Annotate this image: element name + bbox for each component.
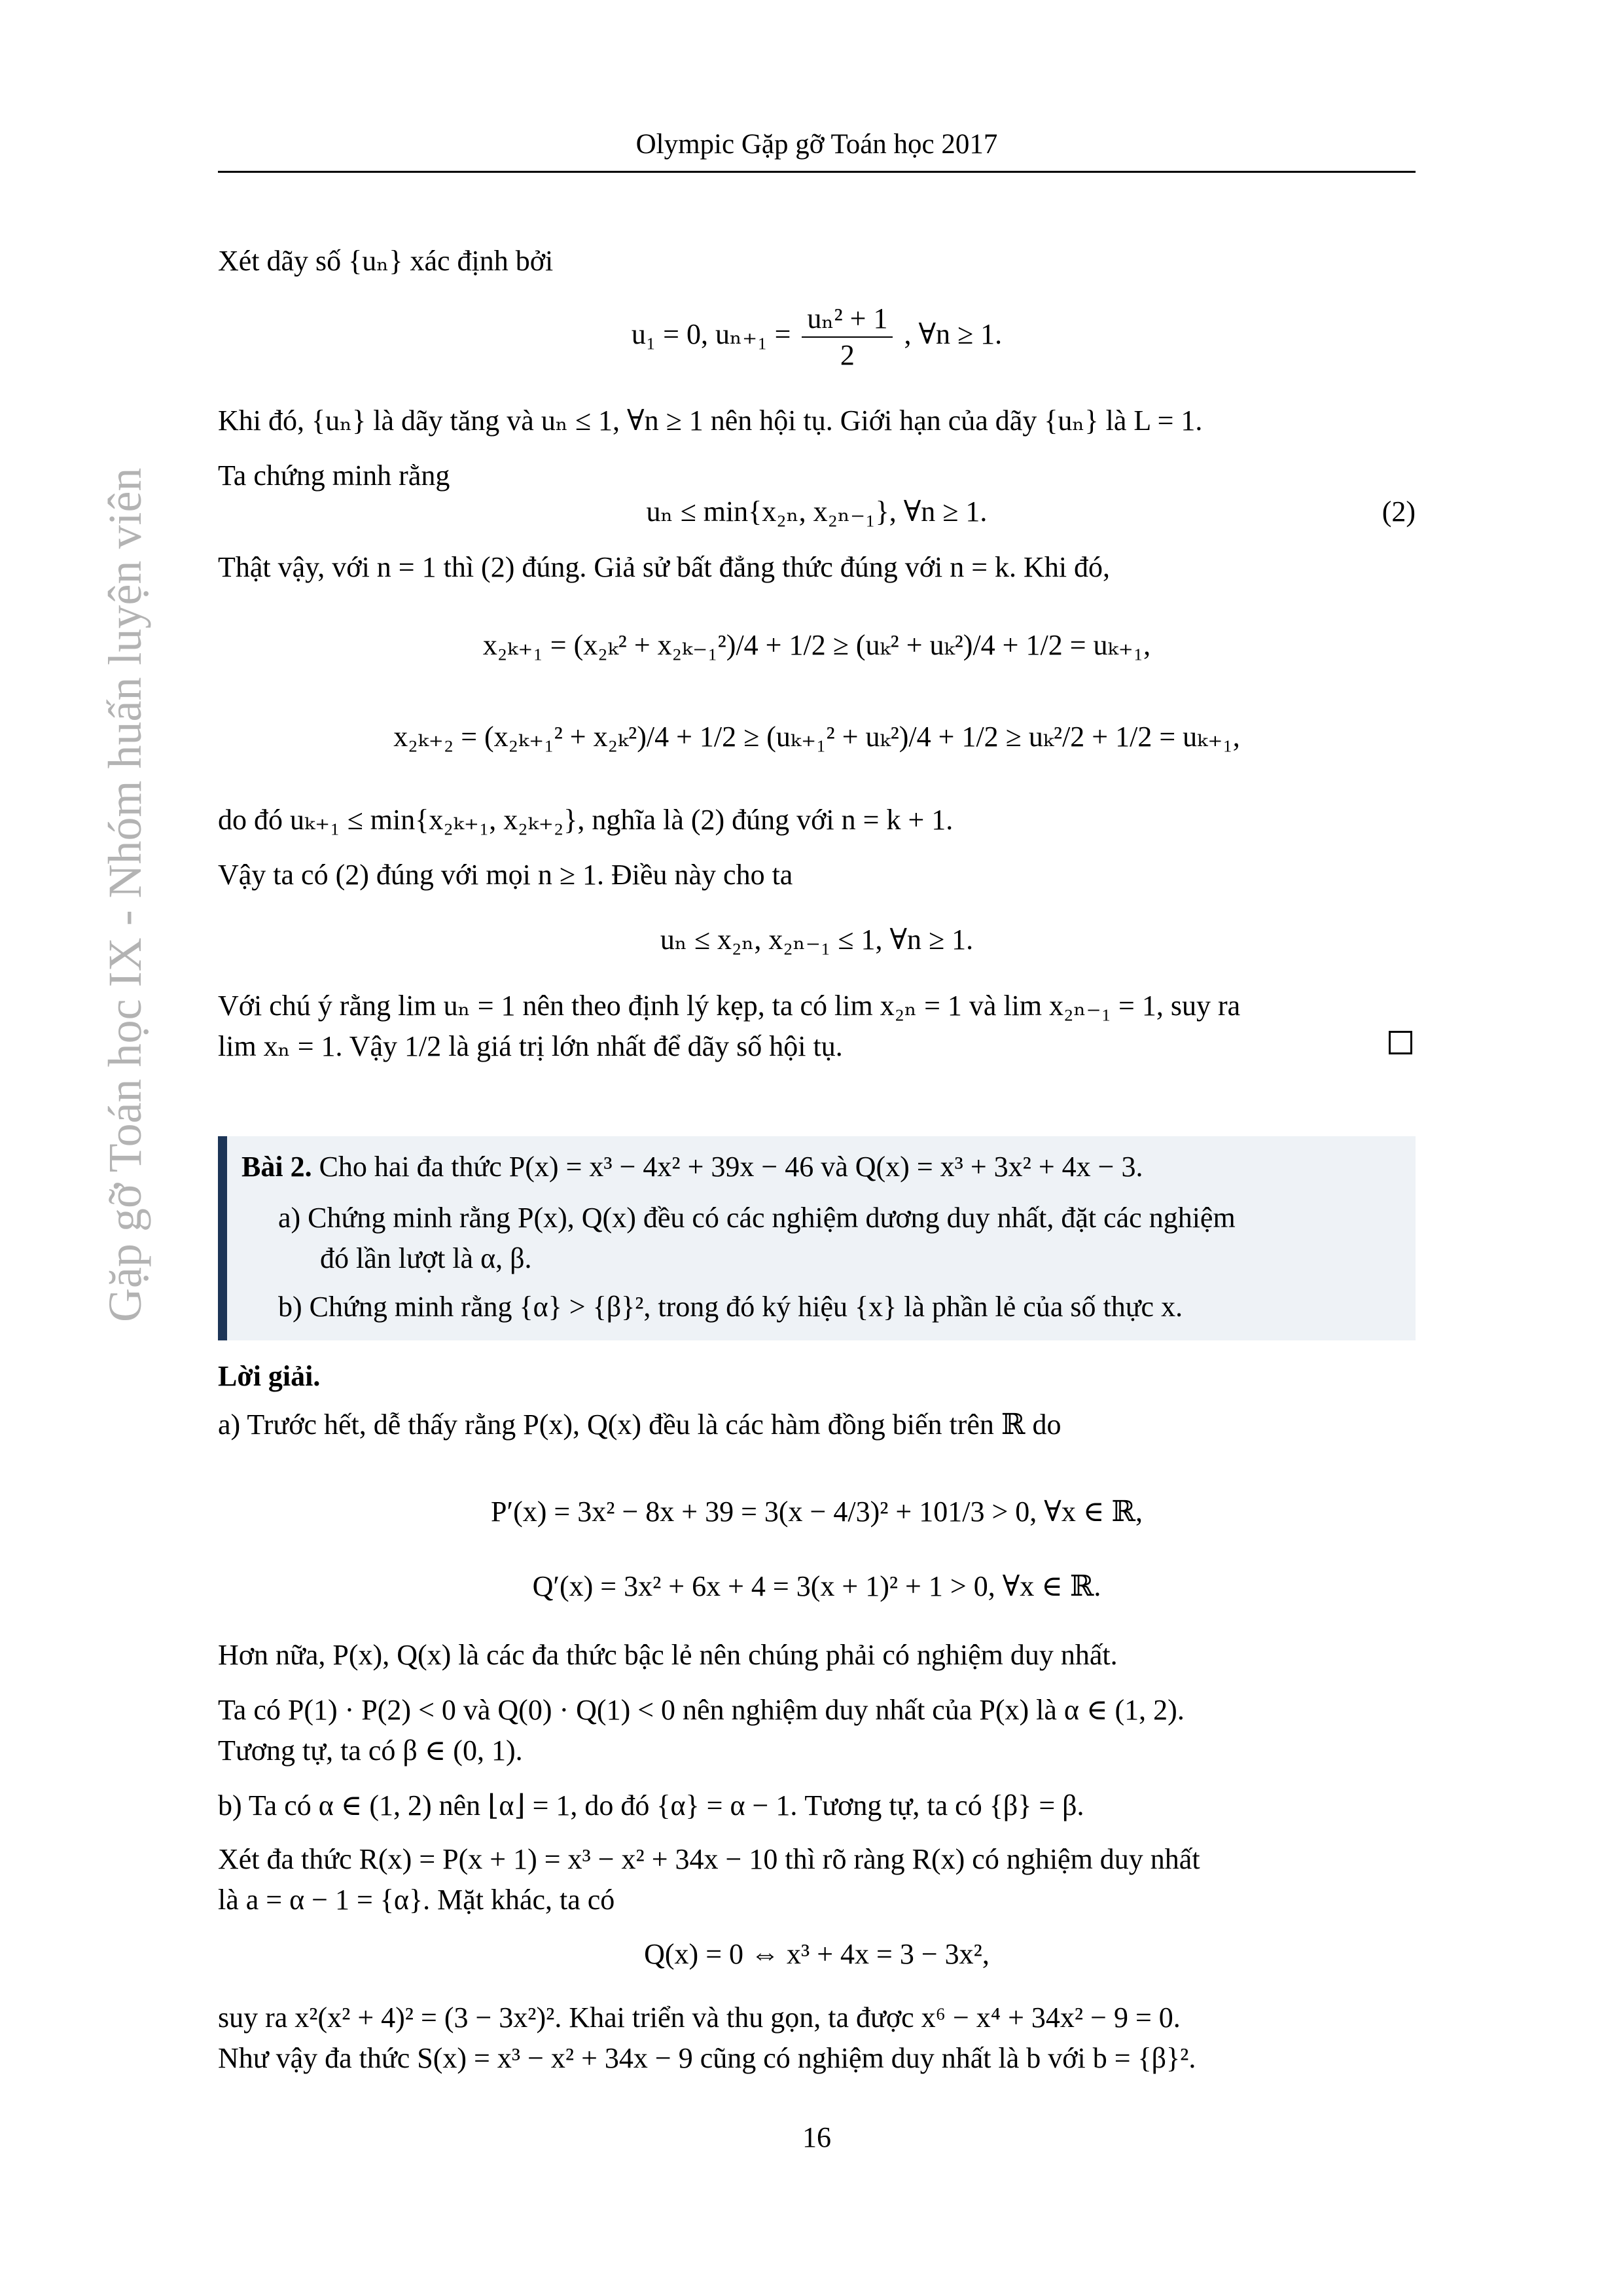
fraction-numerator: uₙ² + 1	[802, 301, 893, 338]
text-line: là a = α − 1 = {α}. Mặt khác, ta có	[218, 1884, 615, 1916]
problem-part-a-cont: đó lần lượt là α, β.	[320, 1242, 532, 1274]
qed-square-icon	[1389, 1031, 1412, 1054]
text-line: Xét dãy số {uₙ} xác định bởi	[218, 245, 554, 277]
equation-q-derivative: Q′(x) = 3x² + 6x + 4 = 3(x + 1)² + 1 > 0, ∀x ∈ ℝ.	[532, 1570, 1101, 1602]
equation-2: uₙ ≤ min{x₂ₙ, x₂ₙ₋₁}, ∀n ≥ 1.	[646, 495, 988, 528]
text-line: Xét đa thức R(x) = P(x + 1) = x³ − x² + 34x − 10 thì rõ ràng R(x) có nghiệm duy nhất	[218, 1843, 1200, 1875]
text-line: Với chú ý rằng lim uₙ = 1 nên theo định lý kẹp, ta có lim x₂ₙ = 1 và lim x₂ₙ₋₁ = 1, suy ra	[218, 990, 1241, 1022]
equation-p-derivative: P′(x) = 3x² − 8x + 39 = 3(x − 4/3)² + 101/3 > 0, ∀x ∈ ℝ,	[491, 1496, 1143, 1528]
equation-bound: uₙ ≤ x₂ₙ, x₂ₙ₋₁ ≤ 1, ∀n ≥ 1.	[660, 924, 974, 956]
equation-recurrence	[218, 301, 1416, 373]
text-line: b) Ta có α ∈ (1, 2) nên ⌊α⌋ = 1, do đó {α} = α − 1. Tương tự, ta có {β} = β.	[218, 1789, 1084, 1821]
problem-part-a: a) Chứng minh rằng P(x), Q(x) đều có các nghiệm dương duy nhất, đặt các nghiệm	[278, 1202, 1236, 1234]
text-line: Hơn nữa, P(x), Q(x) là các đa thức bậc lẻ nên chúng phải có nghiệm duy nhất.	[218, 1639, 1118, 1671]
eq-lhs: u₁ = 0, uₙ₊₁ =	[631, 318, 791, 351]
equation-induction-b: x₂ₖ₊₂ = (x₂ₖ₊₁² + x₂ₖ²)/4 + 1/2 ≥ (uₖ₊₁² + uₖ²)/4 + 1/2 ≥ uₖ²/2 + 1/2 = uₖ₊₁,	[393, 721, 1240, 753]
running-header: Olympic Gặp gỡ Toán học 2017	[635, 129, 998, 160]
fraction	[802, 301, 893, 373]
text-line: Ta có P(1) · P(2) < 0 và Q(0) · Q(1) < 0 nên nghiệm duy nhất của P(x) là α ∈ (1, 2).	[218, 1694, 1185, 1726]
header-rule	[218, 171, 1416, 173]
text-line: lim xₙ = 1. Vậy 1/2 là giá trị lớn nhất để dãy số hội tụ.	[218, 1030, 843, 1062]
page-number: 16	[802, 2121, 831, 2153]
text-line: Ta chứng minh rằng	[218, 459, 450, 492]
problem-label: Bài 2.	[241, 1151, 312, 1183]
text-line: suy ra x²(x² + 4)² = (3 − 3x²)². Khai triển và thu gọn, ta được x⁶ − x⁴ + 34x² − 9 = 0.	[218, 2001, 1181, 2034]
text-line: Như vậy đa thức S(x) = x³ − x² + 34x − 9 cũng có nghiệm duy nhất là b với b = {β}².	[218, 2042, 1196, 2074]
text-line: Vậy ta có (2) đúng với mọi n ≥ 1. Điều này cho ta	[218, 859, 793, 891]
text-line: Thật vậy, với n = 1 thì (2) đúng. Giả sử bất đẳng thức đúng với n = k. Khi đó,	[218, 551, 1111, 583]
problem-text: Cho hai đa thức P(x) = x³ − 4x² + 39x − 46 và Q(x) = x³ + 3x² + 4x − 3.	[319, 1151, 1143, 1183]
equation-induction-a: x₂ₖ₊₁ = (x₂ₖ² + x₂ₖ₋₁²)/4 + 1/2 ≥ (uₖ² + uₖ²)/4 + 1/2 = uₖ₊₁,	[482, 629, 1151, 661]
text-line: a) Trước hết, dễ thấy rằng P(x), Q(x) đều là các hàm đồng biến trên ℝ do	[218, 1408, 1061, 1441]
problem-part-b: b) Chứng minh rằng {α} > {β}², trong đó ký hiệu {x} là phần lẻ của số thực x.	[278, 1291, 1183, 1323]
solution-label: Lời giải.	[218, 1360, 321, 1392]
equation-q-root: Q(x) = 0 ⇔ x³ + 4x = 3 − 3x²,	[644, 1938, 990, 1970]
fraction-denominator: 2	[840, 339, 855, 371]
text-line: do đó uₖ₊₁ ≤ min{x₂ₖ₊₁, x₂ₖ₊₂}, nghĩa là (2) đúng với n = k + 1.	[218, 804, 954, 836]
side-watermark: Gặp gỡ Toán học IX - Nhóm huấn luyện viên	[99, 467, 151, 1322]
text-line: Tương tự, ta có β ∈ (0, 1).	[218, 1734, 523, 1767]
problem-statement	[241, 1147, 1406, 1187]
text-line: Khi đó, {uₙ} là dãy tăng và uₙ ≤ 1, ∀n ≥ 1 nên hội tụ. Giới hạn của dãy {uₙ} là L = 1.	[218, 404, 1203, 437]
eq-tail: , ∀n ≥ 1.	[904, 318, 1003, 351]
equation-number: (2)	[1382, 495, 1416, 528]
